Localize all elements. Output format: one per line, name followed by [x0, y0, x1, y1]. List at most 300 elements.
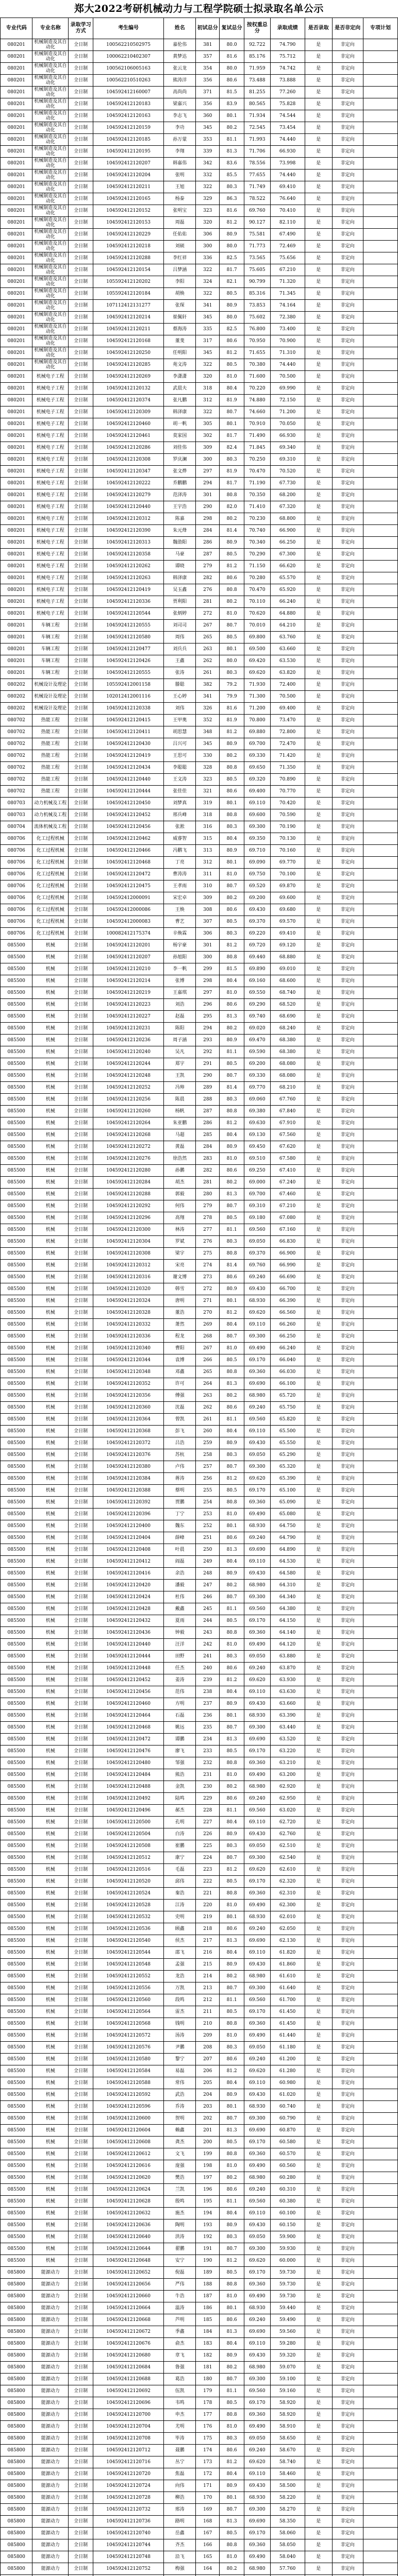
- cell-major-code: 080201: [1, 241, 32, 252]
- cell-admitted: 是: [305, 809, 332, 821]
- cell-special-plan: [363, 371, 397, 383]
- cell-admitted: 是: [305, 2018, 332, 2030]
- cell-special-plan: [363, 2338, 397, 2350]
- cell-special-plan: [363, 110, 397, 122]
- cell-study-mode: 全日制: [69, 1532, 93, 1544]
- cell-retest-score: 81.0: [220, 869, 244, 880]
- cell-major-name: 能源动力: [32, 2302, 69, 2314]
- cell-weighted-score: 69.360: [244, 2018, 270, 2030]
- cell-study-mode: 全日制: [69, 999, 93, 1011]
- cell-retest-score: 80.3: [220, 2231, 244, 2243]
- cell-initial-score: 320: [196, 217, 220, 229]
- cell-weighted-score: 71.959: [244, 63, 270, 75]
- cell-candidate-id: 104592412120312: [93, 513, 164, 525]
- cell-major-name: 机械: [32, 2172, 69, 2184]
- cell-special-plan: [363, 1994, 397, 2006]
- cell-study-mode: 全日制: [69, 395, 93, 406]
- cell-candidate-id: 104592412120268: [93, 1129, 164, 1141]
- cell-candidate-name: 戴鑫: [164, 1603, 196, 1615]
- cell-weighted-score: 69.560: [244, 1414, 270, 1426]
- cell-special-plan: [363, 857, 397, 869]
- cell-candidate-name: 焦磊: [164, 2468, 196, 2480]
- table-row: [1, 2018, 398, 2030]
- cell-study-mode: 全日制: [69, 418, 93, 430]
- cell-admitted: 是: [305, 146, 332, 158]
- cell-study-mode: 全日制: [69, 1840, 93, 1852]
- cell-admission-score: 59.320: [270, 2350, 305, 2362]
- cell-admission-score: 68.740: [270, 987, 305, 999]
- cell-non-directed: 非定向: [332, 2184, 363, 2196]
- cell-candidate-id: 104592412120262: [93, 561, 164, 572]
- cell-candidate-id: 104592412120332: [93, 1319, 164, 1331]
- col-header-admission-score: 录取成绩: [270, 18, 305, 39]
- cell-non-directed: 非定向: [332, 2030, 363, 2042]
- table-row: [1, 489, 398, 501]
- cell-admission-score: 72.150: [270, 395, 305, 406]
- cell-major-code: 085500: [1, 1497, 32, 1509]
- cell-admission-score: 60.790: [270, 2113, 305, 2125]
- cell-admission-score: 74.440: [270, 170, 305, 181]
- cell-retest-score: 81.2: [220, 347, 244, 359]
- cell-admitted: 是: [305, 2208, 332, 2219]
- cell-initial-score: 308: [196, 904, 220, 916]
- cell-retest-score: 81.3: [220, 1734, 244, 1745]
- cell-admitted: 是: [305, 513, 332, 525]
- cell-candidate-id: 104592412120288: [93, 252, 164, 264]
- cell-weighted-score: 69.430: [244, 2480, 270, 2492]
- cell-study-mode: 全日制: [69, 1082, 93, 1094]
- cell-admission-score: 69.310: [270, 454, 305, 466]
- cell-major-name: 机械: [32, 1082, 69, 1094]
- table-row: [1, 371, 398, 383]
- cell-retest-score: 81.2: [220, 217, 244, 229]
- cell-major-name: 机械: [32, 1094, 69, 1106]
- cell-special-plan: [363, 406, 397, 418]
- cell-candidate-id: 104592412120508: [93, 1840, 164, 1852]
- table-row: [1, 39, 398, 51]
- cell-initial-score: 298: [196, 513, 220, 525]
- cell-candidate-name: 周伟: [164, 632, 196, 643]
- cell-weighted-score: 69.220: [244, 928, 270, 940]
- cell-weighted-score: 69.170: [244, 2528, 270, 2539]
- cell-initial-score: 261: [196, 1414, 220, 1426]
- cell-weighted-score: 69.170: [244, 1876, 270, 1888]
- cell-major-name: 化工过程机械: [32, 845, 69, 857]
- cell-non-directed: 非定向: [332, 383, 363, 395]
- cell-major-name: 机械: [32, 1757, 69, 1769]
- cell-candidate-name: 蔡明: [164, 1485, 196, 1497]
- cell-major-name: 机械制造及其自动化: [32, 205, 69, 217]
- cell-initial-score: 273: [196, 1272, 220, 1283]
- cell-study-mode: 全日制: [69, 2089, 93, 2101]
- cell-candidate-id: 104592412120392: [93, 1497, 164, 1509]
- cell-study-mode: 全日制: [69, 264, 93, 276]
- cell-admission-score: 58.910: [270, 2421, 305, 2433]
- cell-candidate-name: 尹鹏: [164, 2042, 196, 2054]
- cell-weighted-score: 70.250: [244, 454, 270, 466]
- cell-retest-score: 81.0: [220, 2030, 244, 2042]
- cell-candidate-name: 顾鑫: [164, 1923, 196, 1935]
- cell-admission-score: 57.760: [270, 2563, 305, 2575]
- cell-admitted: 是: [305, 2539, 332, 2551]
- cell-special-plan: [363, 1935, 397, 1947]
- cell-admission-score: 69.410: [270, 928, 305, 940]
- cell-retest-score: 80.5: [220, 1745, 244, 1757]
- cell-study-mode: 全日制: [69, 549, 93, 561]
- cell-non-directed: 非定向: [332, 798, 363, 809]
- cell-study-mode: 全日制: [69, 1793, 93, 1805]
- cell-special-plan: [363, 632, 397, 643]
- cell-admitted: 是: [305, 312, 332, 324]
- cell-candidate-name: 陈嘉: [164, 513, 196, 525]
- table-row: [1, 1070, 398, 1082]
- cell-admission-score: 69.770: [270, 857, 305, 869]
- cell-admitted: 是: [305, 987, 332, 999]
- cell-weighted-score: 69.620: [244, 667, 270, 679]
- cell-initial-score: 360: [196, 110, 220, 122]
- cell-candidate-name: 文飞: [164, 2148, 196, 2160]
- cell-admission-score: 60.100: [270, 2208, 305, 2219]
- cell-non-directed: 非定向: [332, 39, 363, 51]
- table-row: [1, 1911, 398, 1923]
- cell-candidate-name: 蔡海涛: [164, 324, 196, 335]
- cell-special-plan: [363, 2480, 397, 2492]
- cell-weighted-score: 68.980: [244, 1580, 270, 1591]
- table-row: [1, 430, 398, 442]
- cell-special-plan: [363, 880, 397, 892]
- table-row: [1, 1058, 398, 1070]
- cell-weighted-score: 69.110: [244, 1426, 270, 1437]
- cell-admitted: 是: [305, 1295, 332, 1307]
- cell-candidate-name: 汤涛: [164, 2030, 196, 2042]
- cell-candidate-name: 张佳佳: [164, 786, 196, 798]
- cell-major-code: 085500: [1, 963, 32, 975]
- cell-initial-score: 186: [196, 2302, 220, 2314]
- cell-study-mode: 全日制: [69, 2528, 93, 2539]
- cell-special-plan: [363, 2089, 397, 2101]
- cell-admission-score: 70.890: [270, 774, 305, 786]
- cell-initial-score: 341: [196, 300, 220, 312]
- cell-admitted: 是: [305, 2160, 332, 2172]
- cell-special-plan: [363, 2456, 397, 2468]
- cell-candidate-name: 葛浩: [164, 2374, 196, 2385]
- cell-major-code: 080201: [1, 110, 32, 122]
- cell-study-mode: 全日制: [69, 774, 93, 786]
- cell-weighted-score: 69.890: [244, 963, 270, 975]
- cell-weighted-score: 69.380: [244, 1106, 270, 1117]
- cell-major-name: 热能工程: [32, 786, 69, 798]
- cell-retest-score: 80.6: [220, 1532, 244, 1544]
- cell-initial-score: 298: [196, 975, 220, 987]
- cell-special-plan: [363, 1651, 397, 1663]
- cell-candidate-name: 郭毅: [164, 1189, 196, 1200]
- cell-candidate-name: 张云龙: [164, 63, 196, 75]
- cell-candidate-id: 104592412120218: [93, 241, 164, 252]
- table-row: [1, 1674, 398, 1686]
- cell-weighted-score: 69.240: [244, 1923, 270, 1935]
- cell-candidate-id: 104592412120240: [93, 1046, 164, 1058]
- cell-major-code: 080201: [1, 584, 32, 596]
- cell-weighted-score: 69.430: [244, 2350, 270, 2362]
- cell-admitted: 是: [305, 821, 332, 833]
- cell-special-plan: [363, 999, 397, 1011]
- cell-admission-score: 62.510: [270, 1840, 305, 1852]
- cell-candidate-name: 吕浩: [164, 1437, 196, 1449]
- cell-candidate-name: 梁嘉兴: [164, 98, 196, 110]
- cell-special-plan: [363, 170, 397, 181]
- cell-admitted: 是: [305, 1094, 332, 1106]
- cell-candidate-id: 104592412000091: [93, 892, 164, 904]
- cell-retest-score: 80.2: [220, 892, 244, 904]
- cell-admitted: 是: [305, 2374, 332, 2385]
- cell-admission-score: 67.760: [270, 1094, 305, 1106]
- cell-major-name: 机械: [32, 1556, 69, 1568]
- cell-special-plan: [363, 1023, 397, 1035]
- cell-weighted-score: 69.690: [244, 2326, 270, 2338]
- cell-major-name: 机械制造及其自动化: [32, 335, 69, 347]
- cell-major-code: 080201: [1, 513, 32, 525]
- cell-candidate-name: 李阳: [164, 276, 196, 288]
- cell-candidate-name: 萧然: [164, 1319, 196, 1331]
- cell-admitted: 是: [305, 75, 332, 87]
- cell-admission-score: 63.630: [270, 1686, 305, 1698]
- table-row: [1, 2516, 398, 2528]
- cell-retest-score: 80.1: [220, 2101, 244, 2113]
- cell-special-plan: [363, 2065, 397, 2077]
- cell-candidate-id: 104592412120236: [93, 1035, 164, 1046]
- cell-retest-score: 80.5: [220, 359, 244, 371]
- cell-admission-score: 73.888: [270, 75, 305, 87]
- cell-candidate-id: 104592412120720: [93, 2468, 164, 2480]
- table-row: [1, 312, 398, 324]
- cell-retest-score: 80.7: [220, 2504, 244, 2516]
- cell-candidate-id: 104592412120426: [93, 655, 164, 667]
- cell-study-mode: 全日制: [69, 2279, 93, 2291]
- cell-non-directed: 非定向: [332, 1414, 363, 1426]
- cell-special-plan: [363, 1094, 397, 1106]
- cell-candidate-id: 104592412120480: [93, 1757, 164, 1769]
- cell-candidate-id: 104592412120348: [93, 1366, 164, 1378]
- cell-study-mode: 全日制: [69, 1307, 93, 1319]
- table-row: [1, 134, 398, 146]
- cell-candidate-name: 伍凯: [164, 2385, 196, 2397]
- cell-admitted: 是: [305, 1947, 332, 1959]
- cell-initial-score: 371: [196, 87, 220, 98]
- cell-admission-score: 65.290: [270, 1449, 305, 1461]
- cell-major-name: 能源动力: [32, 2279, 69, 2291]
- cell-initial-score: 269: [196, 1319, 220, 1331]
- cell-major-name: 动力机械及工程: [32, 809, 69, 821]
- cell-special-plan: [363, 1532, 397, 1544]
- cell-study-mode: 全日制: [69, 110, 93, 122]
- cell-study-mode: 全日制: [69, 1674, 93, 1686]
- cell-weighted-score: 69.050: [244, 2433, 270, 2445]
- cell-weighted-score: 75.602: [244, 312, 270, 324]
- cell-non-directed: 非定向: [332, 2006, 363, 2018]
- cell-admitted: 是: [305, 1757, 332, 1769]
- table-row: [1, 1651, 398, 1663]
- cell-candidate-name: 季鑫: [164, 2326, 196, 2338]
- cell-special-plan: [363, 1402, 397, 1414]
- cell-non-directed: 非定向: [332, 2362, 363, 2374]
- cell-major-code: 085500: [1, 1982, 32, 1994]
- cell-non-directed: 非定向: [332, 63, 363, 75]
- cell-candidate-name: 卢伟: [164, 1461, 196, 1473]
- cell-special-plan: [363, 1236, 397, 1248]
- cell-candidate-name: 董浩: [164, 1307, 196, 1319]
- cell-admitted: 是: [305, 2279, 332, 2291]
- cell-weighted-score: 69.110: [244, 798, 270, 809]
- cell-initial-score: 282: [196, 572, 220, 584]
- cell-major-name: 机械制造及其自动化: [32, 217, 69, 229]
- table-row: [1, 1971, 398, 1982]
- cell-study-mode: 全日制: [69, 596, 93, 608]
- cell-admitted: 是: [305, 39, 332, 51]
- cell-candidate-id: 100562106005163: [93, 63, 164, 75]
- cell-non-directed: 非定向: [332, 2468, 363, 2480]
- cell-non-directed: 非定向: [332, 1070, 363, 1082]
- cell-study-mode: 全日制: [69, 2516, 93, 2528]
- cell-major-name: 机械: [32, 1971, 69, 1982]
- cell-major-code: 085500: [1, 1509, 32, 1520]
- cell-candidate-id: 104592412120466: [93, 845, 164, 857]
- cell-weighted-score: 69.300: [244, 1331, 270, 1343]
- cell-major-name: 机械制造及其自动化: [32, 122, 69, 134]
- cell-study-mode: 全日制: [69, 2148, 93, 2160]
- cell-admitted: 是: [305, 2314, 332, 2326]
- cell-major-code: 080201: [1, 205, 32, 217]
- table-row: [1, 2148, 398, 2160]
- cell-retest-score: 80.6: [220, 1272, 244, 1283]
- cell-major-name: 机械: [32, 1911, 69, 1923]
- cell-major-code: 085800: [1, 2539, 32, 2551]
- cell-admission-score: 61.440: [270, 2030, 305, 2042]
- cell-admission-score: 65.320: [270, 1461, 305, 1473]
- cell-admitted: 是: [305, 2089, 332, 2101]
- cell-retest-score: 80.2: [220, 2362, 244, 2374]
- table-row: [1, 2314, 398, 2326]
- cell-admitted: 是: [305, 952, 332, 963]
- cell-admission-score: 64.310: [270, 1580, 305, 1591]
- cell-admission-score: 64.210: [270, 620, 305, 632]
- cell-non-directed: 非定向: [332, 1319, 363, 1331]
- cell-special-plan: [363, 1911, 397, 1923]
- cell-non-directed: 非定向: [332, 276, 363, 288]
- table-row: [1, 98, 398, 110]
- table-row: [1, 513, 398, 525]
- cell-study-mode: 全日制: [69, 1615, 93, 1627]
- cell-weighted-score: 75.605: [244, 264, 270, 276]
- cell-major-code: 080201: [1, 395, 32, 406]
- cell-major-code: 080702: [1, 762, 32, 774]
- cell-initial-score: 330: [196, 750, 220, 762]
- cell-special-plan: [363, 158, 397, 170]
- cell-major-name: 机械: [32, 1035, 69, 1046]
- cell-special-plan: [363, 2042, 397, 2054]
- cell-weighted-score: 69.300: [244, 1461, 270, 1473]
- cell-special-plan: [363, 2385, 397, 2397]
- cell-non-directed: 非定向: [332, 1378, 363, 1390]
- table-row: [1, 1343, 398, 1354]
- cell-major-name: 能源动力: [32, 2338, 69, 2350]
- cell-candidate-id: 104592412120260: [93, 1106, 164, 1117]
- cell-retest-score: 81.1: [220, 2196, 244, 2208]
- cell-admission-score: 72.469: [270, 241, 305, 252]
- cell-candidate-name: 丛宁: [164, 2456, 196, 2468]
- cell-major-code: 085500: [1, 1295, 32, 1307]
- cell-special-plan: [363, 2255, 397, 2267]
- cell-candidate-id: 104592412120452: [93, 809, 164, 821]
- cell-special-plan: [363, 537, 397, 549]
- cell-weighted-score: 69.180: [244, 1212, 270, 1224]
- cell-candidate-name: 王甲奥: [164, 715, 196, 726]
- cell-major-code: 080201: [1, 418, 32, 430]
- cell-candidate-name: 熊涛洋: [164, 75, 196, 87]
- cell-admitted: 是: [305, 1532, 332, 1544]
- cell-study-mode: 全日制: [69, 892, 93, 904]
- cell-study-mode: 全日制: [69, 537, 93, 549]
- cell-candidate-id: 104592412120476: [93, 1745, 164, 1757]
- cell-candidate-name: 邢兵峰: [164, 809, 196, 821]
- cell-major-name: 机械: [32, 2113, 69, 2125]
- cell-candidate-id: 104592412120456: [93, 1686, 164, 1698]
- cell-non-directed: 非定向: [332, 2255, 363, 2267]
- cell-initial-score: 296: [196, 999, 220, 1011]
- cell-initial-score: 242: [196, 1639, 220, 1651]
- cell-candidate-name: 冯鹏飞: [164, 845, 196, 857]
- cell-special-plan: [363, 1888, 397, 1900]
- cell-admission-score: 73.400: [270, 324, 305, 335]
- table-row: [1, 1023, 398, 1035]
- cell-major-code: 085500: [1, 2255, 32, 2267]
- cell-admitted: 是: [305, 963, 332, 975]
- cell-non-directed: 非定向: [332, 786, 363, 798]
- cell-candidate-name: 钟毅: [164, 1627, 196, 1639]
- cell-initial-score: 354: [196, 63, 220, 75]
- cell-major-code: 080201: [1, 643, 32, 655]
- cell-admitted: 是: [305, 2492, 332, 2504]
- cell-retest-score: 81.3: [220, 1011, 244, 1023]
- cell-candidate-id: 104592412120612: [93, 2148, 164, 2160]
- cell-retest-score: 80.2: [220, 750, 244, 762]
- cell-admission-score: 60.740: [270, 2101, 305, 2113]
- cell-initial-score: 322: [196, 264, 220, 276]
- table-row: [1, 2291, 398, 2302]
- cell-admitted: 是: [305, 1224, 332, 1236]
- cell-major-code: 080201: [1, 98, 32, 110]
- table-row: [1, 2231, 398, 2243]
- cell-admission-score: 63.760: [270, 632, 305, 643]
- cell-major-code: 085500: [1, 2030, 32, 2042]
- cell-major-name: 机械制造及其自动化: [32, 87, 69, 98]
- cell-major-name: 机械: [32, 1651, 69, 1663]
- cell-special-plan: [363, 217, 397, 229]
- cell-admitted: 是: [305, 1710, 332, 1722]
- cell-study-mode: 全日制: [69, 1947, 93, 1959]
- cell-admission-score: 66.690: [270, 1272, 305, 1283]
- cell-candidate-name: 杨宇豪: [164, 940, 196, 952]
- cell-candidate-name: 宋亮: [164, 1260, 196, 1272]
- cell-initial-score: 243: [196, 1627, 220, 1639]
- cell-admission-score: 65.750: [270, 1402, 305, 1414]
- cell-special-plan: [363, 2113, 397, 2125]
- cell-candidate-id: 104592412120285: [93, 359, 164, 371]
- cell-retest-score: 80.6: [220, 1923, 244, 1935]
- cell-study-mode: 全日制: [69, 1994, 93, 2006]
- cell-weighted-score: 69.240: [244, 1793, 270, 1805]
- cell-study-mode: 全日制: [69, 2125, 93, 2137]
- cell-weighted-score: 69.710: [244, 845, 270, 857]
